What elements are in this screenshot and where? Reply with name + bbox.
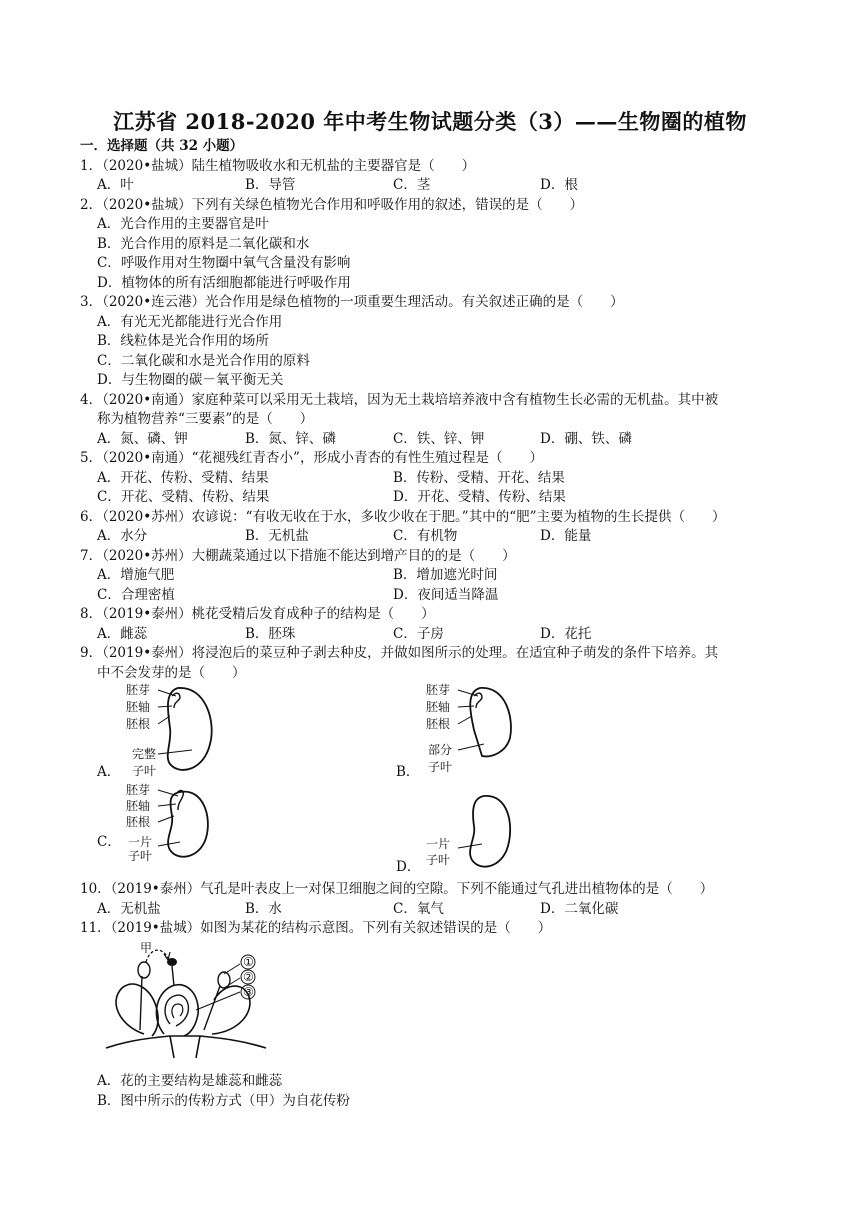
question-1-option-a: A．叶	[97, 177, 134, 193]
question-5-option-c: C．开花、受精、传粉、结果	[97, 489, 270, 505]
label-part-b2: 子叶	[428, 760, 453, 774]
question-4-option-a: A．氮、磷、钾	[97, 431, 188, 447]
question-11-option-b: B．图中所示的传粉方式（甲）为自花传粉	[97, 1093, 350, 1109]
label-plumule-a: 胚芽	[126, 683, 151, 697]
question-6-option-c: C．有机物	[393, 528, 458, 544]
question-8-option-c: C．子房	[393, 626, 444, 642]
question-1-option-c: C．茎	[393, 177, 431, 193]
question-7-option-a: A．增施气肥	[97, 567, 175, 583]
label-part-1: ①	[243, 955, 254, 969]
question-10-option-a: A．无机盐	[97, 901, 161, 917]
label-whole-a2: 子叶	[132, 764, 157, 778]
question-5-option-a: A．开花、传粉、受精、结果	[97, 470, 269, 486]
question-4-option-b: B．氮、锌、磷	[245, 431, 336, 447]
label-part-b1: 部分	[428, 743, 453, 757]
question-9-option-c: C．	[97, 834, 121, 850]
label-one-d2: 子叶	[426, 853, 451, 867]
question-11-option-a: A．花的主要结构是雄蕊和雌蕊	[97, 1073, 283, 1089]
label-plumule-c: 胚芽	[126, 783, 151, 797]
flower-structure-figure	[100, 940, 270, 1062]
label-hypocotyl-b: 胚轴	[426, 700, 451, 714]
question-9-option-d: D．	[396, 859, 421, 875]
question-3-option-a: A．有光无光都能进行光合作用	[97, 314, 283, 330]
label-hypocotyl-c: 胚轴	[126, 799, 151, 813]
question-7-option-d: D．夜间适当降温	[393, 587, 499, 603]
question-4-stem-line2: 称为植物营养“三要素”的是（ ）	[97, 411, 314, 427]
question-7-stem: 7．（2020•苏州）大棚蔬菜通过以下措施不能达到增产目的的是（ ）	[80, 548, 516, 564]
seed-figure-d	[422, 790, 522, 874]
question-9-option-b: B．	[396, 764, 420, 780]
question-6-option-a: A．水分	[97, 528, 148, 544]
question-6-stem: 6．（2020•苏州）农谚说：“有收无收在于水，多收少收在于肥。”其中的“肥”主要为植物的生长提供（ ）	[80, 509, 726, 525]
question-7-option-c: C．合理密植	[97, 587, 175, 603]
question-4-stem-line1: 4．（2020•南通）家庭种菜可以采用无土栽培，因为无土栽培培养液中含有植物生长必需的无机盐。其中被	[80, 392, 719, 408]
question-5-stem: 5．（2020•南通）“花褪残红青杏小”，形成小青杏的有性生殖过程是（ ）	[80, 450, 543, 466]
question-1-stem: 1．（2020•盐城）陆生植物吸收水和无机盐的主要器官是（ ）	[80, 158, 476, 174]
label-part-3: ③	[243, 985, 254, 999]
label-part-2: ②	[243, 970, 254, 984]
question-2-stem: 2．（2020•盐城）下列有关绿色植物光合作用和呼吸作用的叙述，错误的是（ ）	[80, 197, 584, 213]
page-title: 江苏省 2018-2020 年中考生物试题分类（3）——生物圈的植物	[113, 109, 747, 134]
label-one-c1: 一片	[128, 835, 153, 849]
question-11-stem: 11．（2019•盐城）如图为某花的结构示意图。下列有关叙述错误的是（ ）	[80, 920, 552, 936]
question-1-option-d: D．根	[540, 177, 578, 193]
question-7-option-b: B．增加遮光时间	[393, 567, 498, 583]
question-3-option-d: D．与生物圈的碳－氧平衡无关	[97, 372, 284, 388]
question-3-stem: 3．（2020•连云港）光合作用是绿色植物的一项重要生理活动。有关叙述正确的是（ ）	[80, 294, 624, 310]
question-8-option-a: A．雌蕊	[97, 626, 148, 642]
seed-figure-b	[422, 682, 522, 782]
question-4-option-c: C．铁、锌、钾	[393, 431, 485, 447]
label-one-c2: 子叶	[128, 849, 153, 862]
question-6-option-b: B．无机盐	[245, 528, 309, 544]
question-10-option-c: C．氧气	[393, 901, 444, 917]
question-8-stem: 8．（2019•泰州）桃花受精后发育成种子的结构是（ ）	[80, 606, 435, 622]
question-9-option-a: A．	[97, 764, 121, 780]
label-one-d1: 一片	[426, 837, 451, 851]
question-5-option-b: B．传粉、受精、开花、结果	[393, 470, 565, 486]
label-radicle-c: 胚根	[126, 815, 151, 829]
label-radicle-b: 胚根	[426, 717, 451, 731]
question-9-stem-line2: 中不会发芽的是（ ）	[97, 665, 246, 681]
question-4-option-d: D．硼、铁、磷	[540, 431, 632, 447]
question-3-option-b: B．线粒体是光合作用的场所	[97, 333, 269, 349]
question-2-option-d: D．植物体的所有活细胞都能进行呼吸作用	[97, 275, 351, 291]
label-plumule-b: 胚芽	[426, 683, 451, 697]
question-2-option-b: B．光合作用的原料是二氧化碳和水	[97, 236, 310, 252]
label-hypocotyl-a: 胚轴	[126, 700, 151, 714]
label-whole-a1: 完整	[132, 747, 157, 761]
question-5-option-d: D．开花、受精、传粉、结果	[393, 489, 566, 505]
question-9-stem-line1: 9．（2019•泰州）将浸泡后的菜豆种子剥去种皮，并做如图所示的处理。在适宜种子萌发的条件下培养。其	[80, 645, 719, 661]
question-2-option-c: C．呼吸作用对生物圈中氧气含量没有影响	[97, 255, 351, 271]
question-6-option-d: D．能量	[540, 528, 592, 544]
question-2-option-a: A．光合作用的主要器官是叶	[97, 216, 269, 232]
question-1-option-b: B．导管	[245, 177, 296, 193]
section-heading: 一．选择题（共 32 小题）	[80, 138, 244, 154]
seed-figure-c	[122, 782, 222, 862]
question-8-option-d: D．花托	[540, 626, 592, 642]
question-3-option-c: C．二氧化碳和水是光合作用的原料	[97, 353, 310, 369]
question-10-option-b: B．水	[245, 901, 282, 917]
seed-figure-a	[122, 682, 222, 782]
question-8-option-b: B．胚珠	[245, 626, 296, 642]
label-radicle-a: 胚根	[126, 717, 151, 731]
question-10-option-d: D．二氧化碳	[540, 901, 619, 917]
label-jia: 甲	[140, 941, 153, 955]
question-10-stem: 10．（2019•泰州）气孔是叶表皮上一对保卫细胞之间的空隙。下列不能通过气孔进出植物体的是（ ）	[80, 881, 714, 897]
